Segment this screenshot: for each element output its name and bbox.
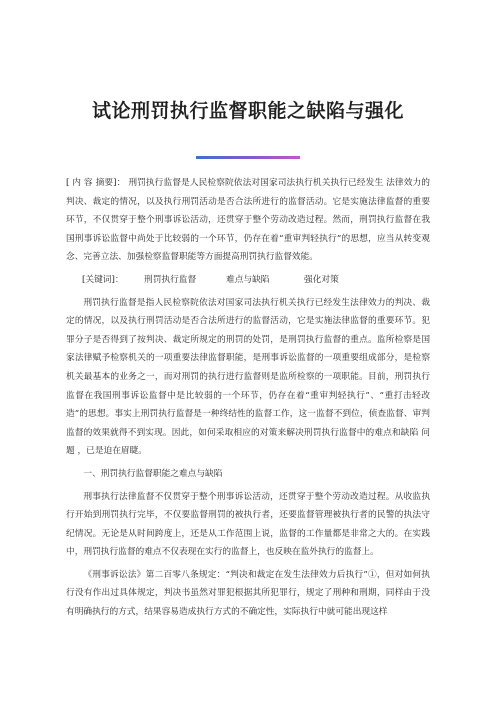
paper-title: 试论刑罚执行监督职能之缺陷与强化 bbox=[91, 100, 404, 122]
paper-body bbox=[66, 174, 430, 626]
keywords-label: [关键词]： bbox=[82, 274, 124, 285]
intro-paragraph: 刑罚执行监督是指人民检察院依法对国家司法执行机关执行已经发生法律效力的判决、裁定的情况，以及执行刑罚活动是否合法所进行的监督活动，它是实施法律监督的重要环节。犯罪分子是否得到了按判决、裁定所规定的刑罚的处罚，是刑罚执行监督的重点。监所检察是国家法律赋予检察机关的一项重要法律监督职能，是刑事诉讼监督的一项重要组成部分，是检察机关最基本的业务之一，而对刑罚的执行进行监督则是监所检察的一项职能。目前，刑罚执行监督在我国刑事诉讼监督中是比较弱的一个环节，仍存在着“重审判轻执行”、“重打击轻改造”的思想。事实上刑罚执行监督是一种终结性的监督工作，这一监督不到位，侦查监督、审判监督的效果就得不到实现。因此，如何采取相应的对策来解决刑罚执行监督中的难点和缺陷 问题 ，已是迫在眉睫。 bbox=[66, 297, 430, 457]
keyword-2: 难点与缺陷 bbox=[226, 274, 270, 285]
abstract-label: [ 内 容 摘要]： bbox=[66, 178, 126, 188]
abstract-text: 刑罚执行监督是人民检察院依法对国家司法执行机关执行已经发生 法律效力的判决、裁定的情况，以及执行刑罚活动是否合法所进行的监督活动。它是实施法律监督的重要环节，不仅贯穿于整个刑事诉讼活动，还贯穿于整个劳动改造过程。然而，刑罚执行监督在我国刑事诉讼监督中尚处于比较弱的一个环节，仍存在着“重审判轻执行”的思想，应当从转变观念、完善立法、加强检察监督职能等方面提高刑罚执行监督效能。 bbox=[66, 178, 430, 263]
keyword-3: 强化对策 bbox=[304, 274, 339, 285]
section-heading: 一、刑罚执行监督职能之难点与缺陷 bbox=[83, 468, 223, 479]
title-divider bbox=[196, 156, 300, 159]
keyword-1: 刑罚执行监督 bbox=[144, 274, 197, 285]
section-paragraph-2: 《刑事诉讼法》第二百零八条规定：“判决和裁定在发生法律效力后执行”①，但对如何执行没有作出过具体规定，判决书虽然对罪犯根据其所犯罪行，规定了刑种和刑期，同样由于没有明确执行的方式，结果容易造成执行方式的不确定性，实际执行中就可能出现这样 bbox=[66, 569, 430, 618]
section-paragraph-1: 刑事执行法律监督不仅贯穿于整个刑事诉讼活动，还贯穿于整个劳动改造过程。从收监执行开始到刑罚执行完毕，不仅要监督刑罚的被执行者，还要监督管理被执行者的民警的执法守纪情况。无论是从时间跨度上，还是从工作范围上说，监督的工作量都是非常之大的。在实践中，刑罚执行监督的难点不仅表现在实行的监督上，也反映在监外执行的监督上。 bbox=[66, 491, 430, 558]
keywords-row bbox=[66, 271, 430, 290]
abstract bbox=[66, 174, 430, 267]
